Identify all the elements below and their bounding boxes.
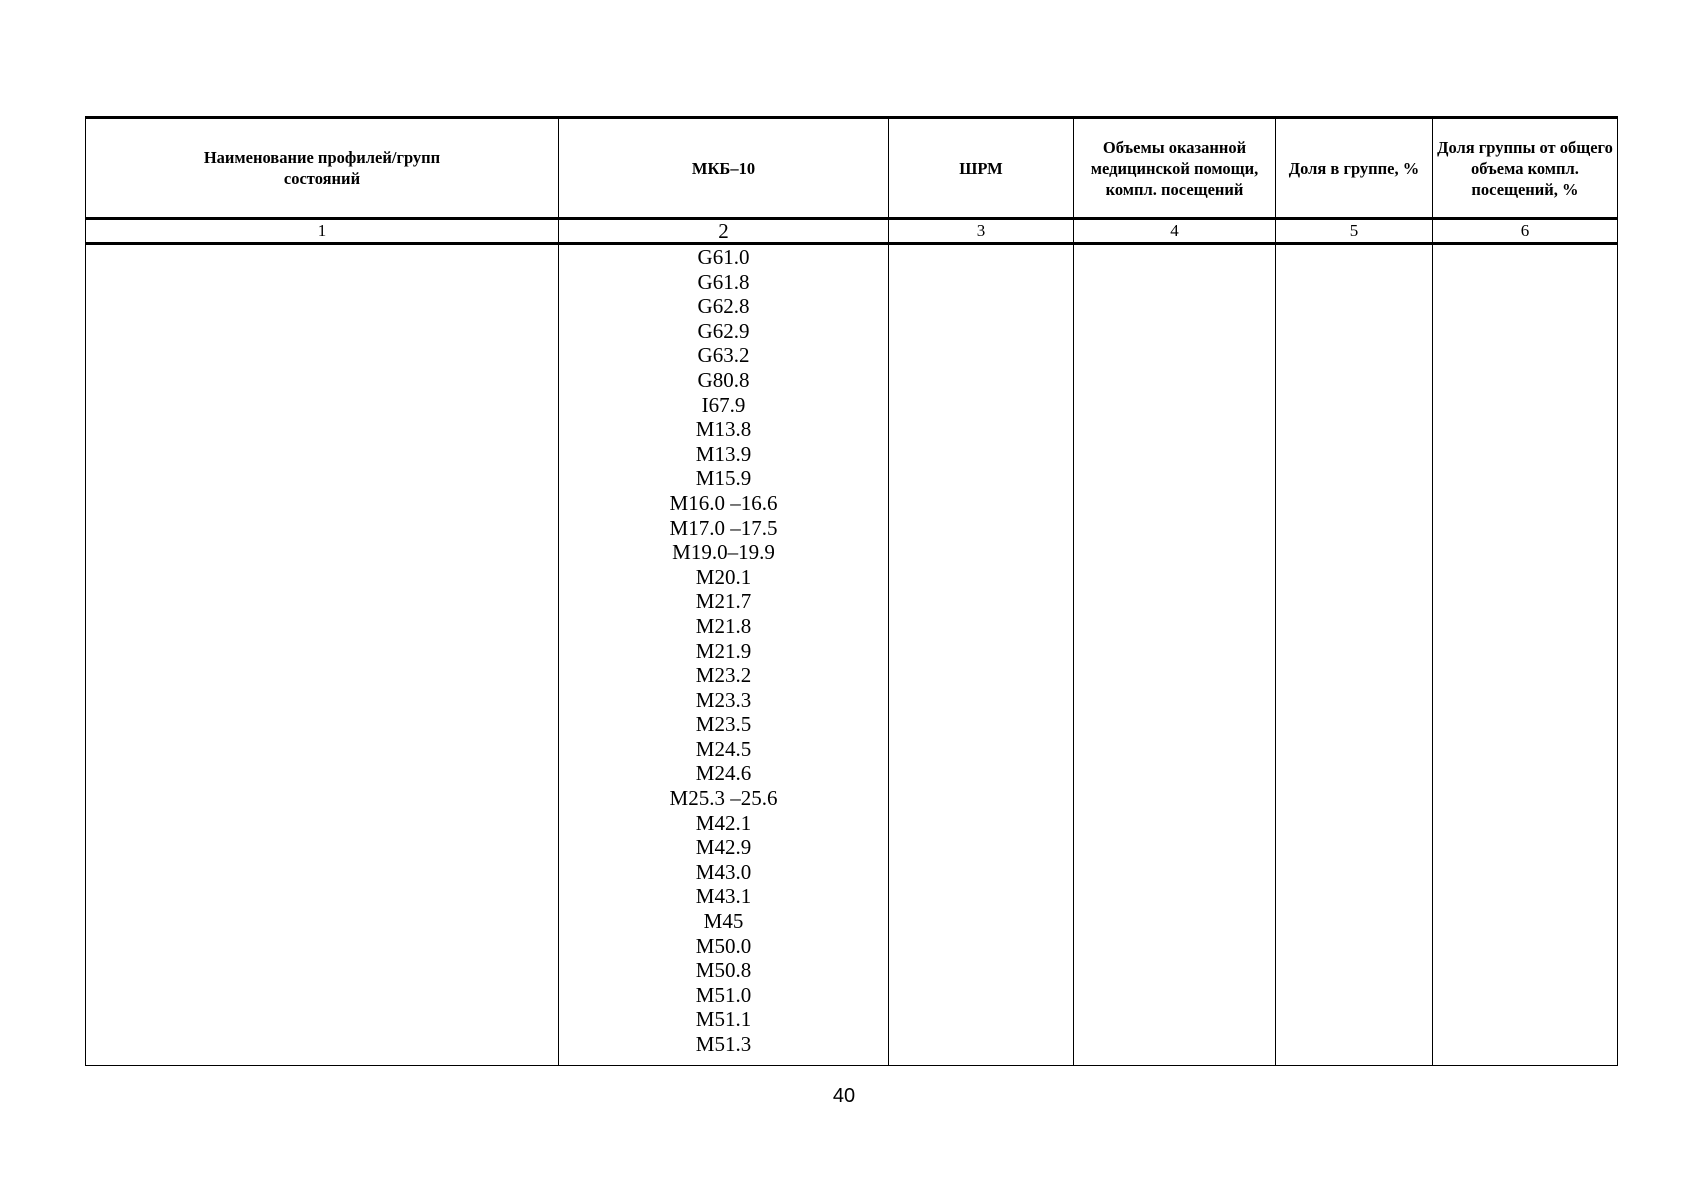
icd-code: M42.9	[695, 835, 752, 860]
icd-code: G62.8	[697, 294, 750, 319]
column-number: 4	[1074, 219, 1276, 244]
column-number-row	[86, 219, 1618, 244]
icd-code: M20.1	[695, 564, 752, 589]
total-share-cell	[1433, 244, 1618, 1066]
icd-code: M50.0	[695, 933, 752, 958]
header-shrm: ШРМ	[889, 118, 1074, 219]
icd-code: M23.5	[695, 712, 752, 737]
icd-code: I67.9	[701, 392, 746, 417]
column-number: 5	[1276, 219, 1433, 244]
icd-code: M13.9	[695, 441, 752, 466]
icd-code: M21.9	[695, 638, 752, 663]
header-group-share: Доля в группе, %	[1276, 118, 1433, 219]
header-total-share: Доля группы от общего объема компл. посещений, %	[1433, 118, 1618, 219]
icd-code: G63.2	[697, 343, 750, 368]
icd-code: M42.1	[695, 810, 752, 835]
icd-code: M51.0	[695, 982, 752, 1007]
icd-code: M24.5	[695, 736, 752, 761]
icd-code: M16.0 –16.6	[669, 490, 778, 515]
icd-code: M21.8	[695, 613, 752, 638]
icd-code: M43.0	[695, 859, 752, 884]
icd-code: G80.8	[697, 367, 750, 392]
page-number: 40	[832, 1085, 856, 1107]
icd-code: M51.3	[695, 1032, 752, 1056]
profile-name-cell	[86, 244, 559, 1066]
profiles-table	[85, 116, 1618, 1066]
header-icd10: МКБ–10	[559, 118, 889, 219]
shrm-cell	[889, 244, 1074, 1066]
icd-code: M50.8	[695, 958, 752, 983]
column-number: 2	[559, 219, 889, 244]
icd-code: M43.1	[695, 884, 752, 909]
column-number: 1	[86, 219, 559, 244]
icd-code: G62.9	[697, 318, 750, 343]
icd-code: M15.9	[695, 466, 752, 491]
document-table-container	[85, 116, 1617, 1066]
icd-code: G61.8	[697, 269, 750, 294]
column-number: 3	[889, 219, 1074, 244]
header-profile-name: Наименование профилей/групп состояний	[86, 118, 559, 219]
icd-code: M13.8	[695, 417, 752, 442]
icd-code: M23.3	[695, 687, 752, 712]
icd-code: M19.0–19.9	[672, 540, 775, 565]
column-number: 6	[1433, 219, 1618, 244]
table-row	[86, 244, 1618, 1066]
icd-code: M17.0 –17.5	[669, 515, 778, 540]
header-row	[86, 118, 1618, 219]
icd10-codes-cell	[559, 244, 889, 1066]
icd-code: G61.0	[697, 245, 750, 269]
group-share-cell	[1276, 244, 1433, 1066]
volume-cell	[1074, 244, 1276, 1066]
icd-code: M51.1	[695, 1007, 752, 1032]
icd-code: M23.2	[695, 663, 752, 688]
header-volume: Объемы оказанной медицинской помощи, компл. посещений	[1074, 118, 1276, 219]
icd-code: M21.7	[695, 589, 752, 614]
icd-code: M25.3 –25.6	[669, 786, 778, 811]
icd-code: M24.6	[695, 761, 752, 786]
icd-code: M45	[703, 909, 744, 934]
